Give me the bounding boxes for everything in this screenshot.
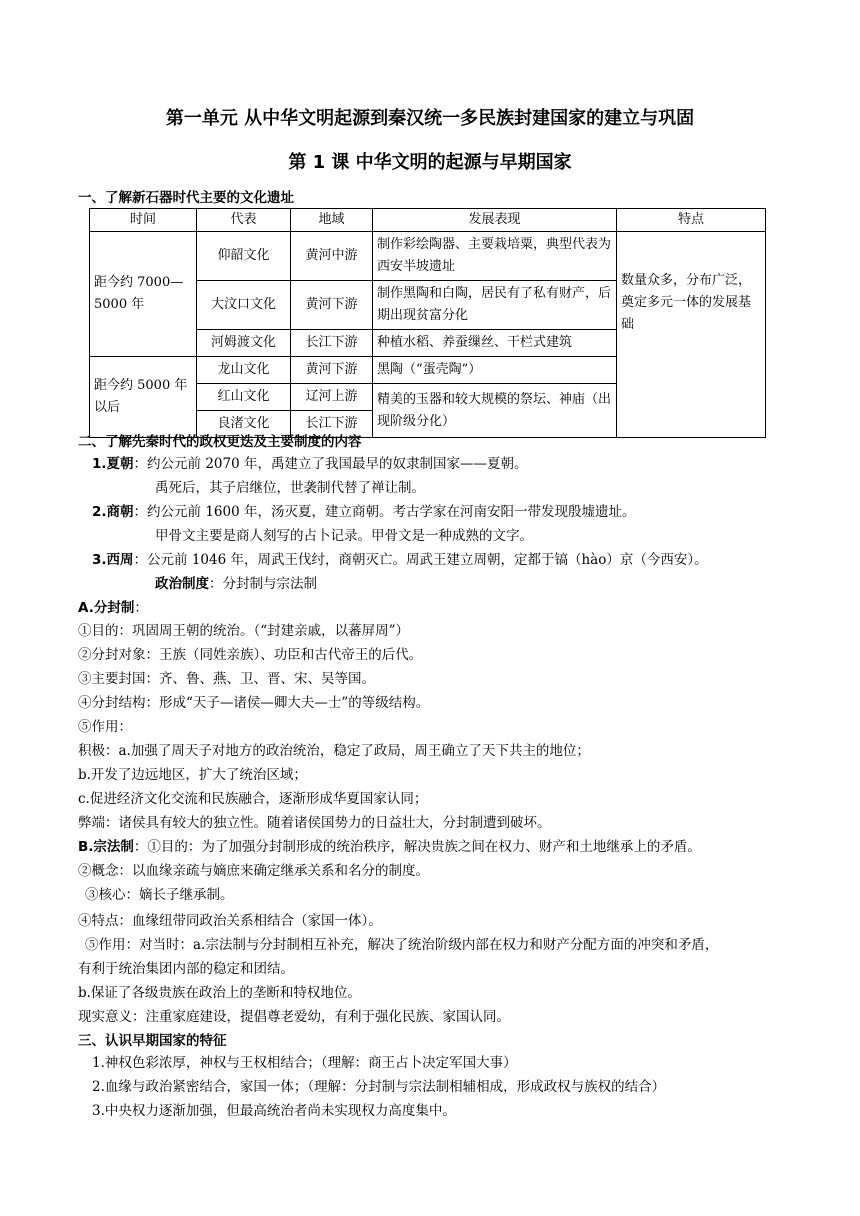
xia-text-1: ：约公元前 2070 年，禹建立了我国最早的奴隶制国家——夏朝。 bbox=[133, 456, 528, 472]
fenfeng-heading bbox=[78, 599, 148, 617]
culture-cell: 龙山文化 bbox=[197, 357, 291, 384]
culture-cell: 红山文化 bbox=[197, 384, 291, 411]
fenfeng-colon: ： bbox=[134, 600, 148, 616]
development-cell: 制作彩绘陶器、主要栽培粟，典型代表为西安半坡遗址 bbox=[373, 232, 617, 281]
fenfeng-item: ②分封对象：王族（同姓亲族）、功臣和古代帝王的后代。 bbox=[78, 647, 423, 663]
culture-cell: 良渚文化 bbox=[197, 411, 291, 438]
table-row bbox=[90, 232, 766, 281]
region-cell: 长江下游 bbox=[291, 330, 373, 357]
fenfeng-item: ③主要封国：齐、鲁、燕、卫、晋、宋、吴等国。 bbox=[78, 671, 375, 687]
shang-line-2: 甲骨文主要是商人刻写的占卜记录。甲骨文是一种成熟的文字。 bbox=[155, 528, 533, 544]
region-cell: 辽河上游 bbox=[291, 384, 373, 411]
culture-cell: 仰韶文化 bbox=[197, 232, 291, 281]
feature-item: 2.血缘与政治紧密结合，家国一体；（理解：分封制与宗法制相辅相成，形成政权与族权的结合） bbox=[92, 1079, 666, 1095]
region-cell: 黄河中游 bbox=[291, 232, 373, 281]
zongfa-item: ④特点：血缘纽带同政治关系相结合（家国一体）。 bbox=[78, 913, 382, 929]
fenfeng-item: ⑤作用： bbox=[78, 719, 132, 735]
feature-cell: 数量众多，分布广泛，奠定多元一体的发展基础 bbox=[617, 232, 766, 438]
culture-cell: 大汶口文化 bbox=[197, 281, 291, 330]
unit-title: 第一单元 从中华文明起源到秦汉统一多民族封建国家的建立与巩固 bbox=[165, 108, 695, 129]
zhou-text-1: ：公元前 1046 年，周武王伐纣，商朝灭亡。周武王建立周朝，定都于镐（hào）京（今西安）。 bbox=[133, 552, 708, 568]
zhou-line-1 bbox=[92, 551, 708, 569]
zhou-system-text: ：分封制与宗法制 bbox=[209, 576, 317, 592]
section3-heading: 三、认识早期国家的特征 bbox=[78, 1033, 227, 1049]
zongfa-item: b.保证了各级贵族在政治上的垄断和特权地位。 bbox=[78, 985, 361, 1001]
header-time: 时间 bbox=[90, 209, 197, 232]
xia-line-1 bbox=[92, 455, 527, 473]
header-feature: 特点 bbox=[617, 209, 766, 232]
xia-label: 1.夏朝 bbox=[92, 456, 134, 472]
header-region: 地域 bbox=[291, 209, 373, 232]
section1-heading: 一、了解新石器时代主要的文化遗址 bbox=[78, 190, 294, 206]
zongfa-item: ③核心：嫡长子继承制。 bbox=[85, 887, 234, 903]
fenfeng-item: ④分封结构：形成“天子—诸侯—卿大夫—士”的等级结构。 bbox=[78, 695, 430, 711]
section2-heading: 二、了解先秦时代的政权更迭及主要制度的内容 bbox=[78, 434, 362, 450]
time-cell: 距今约 7000—5000 年 bbox=[90, 232, 197, 357]
shang-label: 2.商朝 bbox=[92, 504, 134, 520]
zongfa-item: 现实意义：注重家庭建设，提倡尊老爱幼，有利于强化民族、家国认同。 bbox=[78, 1009, 510, 1025]
region-cell: 黄河下游 bbox=[291, 281, 373, 330]
header-development: 发展表现 bbox=[373, 209, 617, 232]
fenfeng-item: ①目的：巩固周王朝的统治。（“封建亲戚，以蕃屏周”） bbox=[78, 623, 410, 639]
fenfeng-item: b.开发了边远地区，扩大了统治区域； bbox=[78, 767, 307, 783]
development-cell: 精美的玉器和较大规模的祭坛、神庙（出现阶级分化） bbox=[373, 384, 617, 438]
zongfa-label: B.宗法制 bbox=[78, 839, 134, 855]
zongfa-item: 有利于统治集团内部的稳定和团结。 bbox=[78, 961, 294, 977]
feature-item: 3.中央权力逐渐加强，但最高统治者尚未实现权力高度集中。 bbox=[92, 1103, 456, 1119]
feature-item: 1.神权色彩浓厚，神权与王权相结合；（理解：商王占卜决定军国大事） bbox=[92, 1055, 517, 1071]
development-cell: 黑陶（“蛋壳陶”） bbox=[373, 357, 617, 384]
xia-line-2: 禹死后，其子启继位，世袭制代替了禅让制。 bbox=[155, 480, 425, 496]
culture-sites-table bbox=[89, 208, 766, 438]
time-cell: 距今约 5000 年以后 bbox=[90, 357, 197, 438]
zhou-system-label: 政治制度 bbox=[155, 576, 209, 592]
shang-line-1 bbox=[92, 503, 635, 521]
header-representative: 代表 bbox=[197, 209, 291, 232]
region-cell: 黄河下游 bbox=[291, 357, 373, 384]
culture-cell: 河姆渡文化 bbox=[197, 330, 291, 357]
region-cell: 长江下游 bbox=[291, 411, 373, 438]
zongfa-item: ②概念：以血缘亲疏与嫡庶来确定继承关系和名分的制度。 bbox=[78, 863, 429, 879]
fenfeng-item: 弊端：诸侯具有较大的独立性。随着诸侯国势力的日益壮大，分封制遭到破坏。 bbox=[78, 815, 551, 831]
fenfeng-item: 积极：a.加强了周天子对地方的政治统治，稳定了政局，周王确立了天下共主的地位； bbox=[78, 743, 590, 759]
zongfa-text-1: ：①目的：为了加强分封制形成的统治秩序，解决贵族之间在权力、财产和土地继承上的矛盾。 bbox=[133, 839, 701, 855]
shang-text-1: ：约公元前 1600 年，汤灭夏，建立商朝。考古学家在河南安阳一带发现殷墟遗址。 bbox=[133, 504, 636, 520]
zhou-line-2 bbox=[155, 575, 317, 593]
development-cell: 制作黑陶和白陶，居民有了私有财产，后期出现贫富分化 bbox=[373, 281, 617, 330]
fenfeng-item: c.促进经济文化交流和民族融合，逐渐形成华夏国家认同； bbox=[78, 791, 428, 807]
fenfeng-label: A.分封制 bbox=[78, 600, 135, 616]
lesson-title: 第 1 课 中华文明的起源与早期国家 bbox=[288, 152, 572, 173]
table-header-row bbox=[90, 209, 766, 232]
zongfa-item: ⑤作用：对当时：a.宗法制与分封制相互补充，解决了统治阶级内部在权力和财产分配方面的冲突和矛盾， bbox=[85, 937, 719, 953]
zhou-label: 3.西周 bbox=[92, 552, 134, 568]
development-cell: 种植水稻、养蚕缫丝、干栏式建筑 bbox=[373, 330, 617, 357]
zongfa-line-1 bbox=[78, 838, 701, 856]
